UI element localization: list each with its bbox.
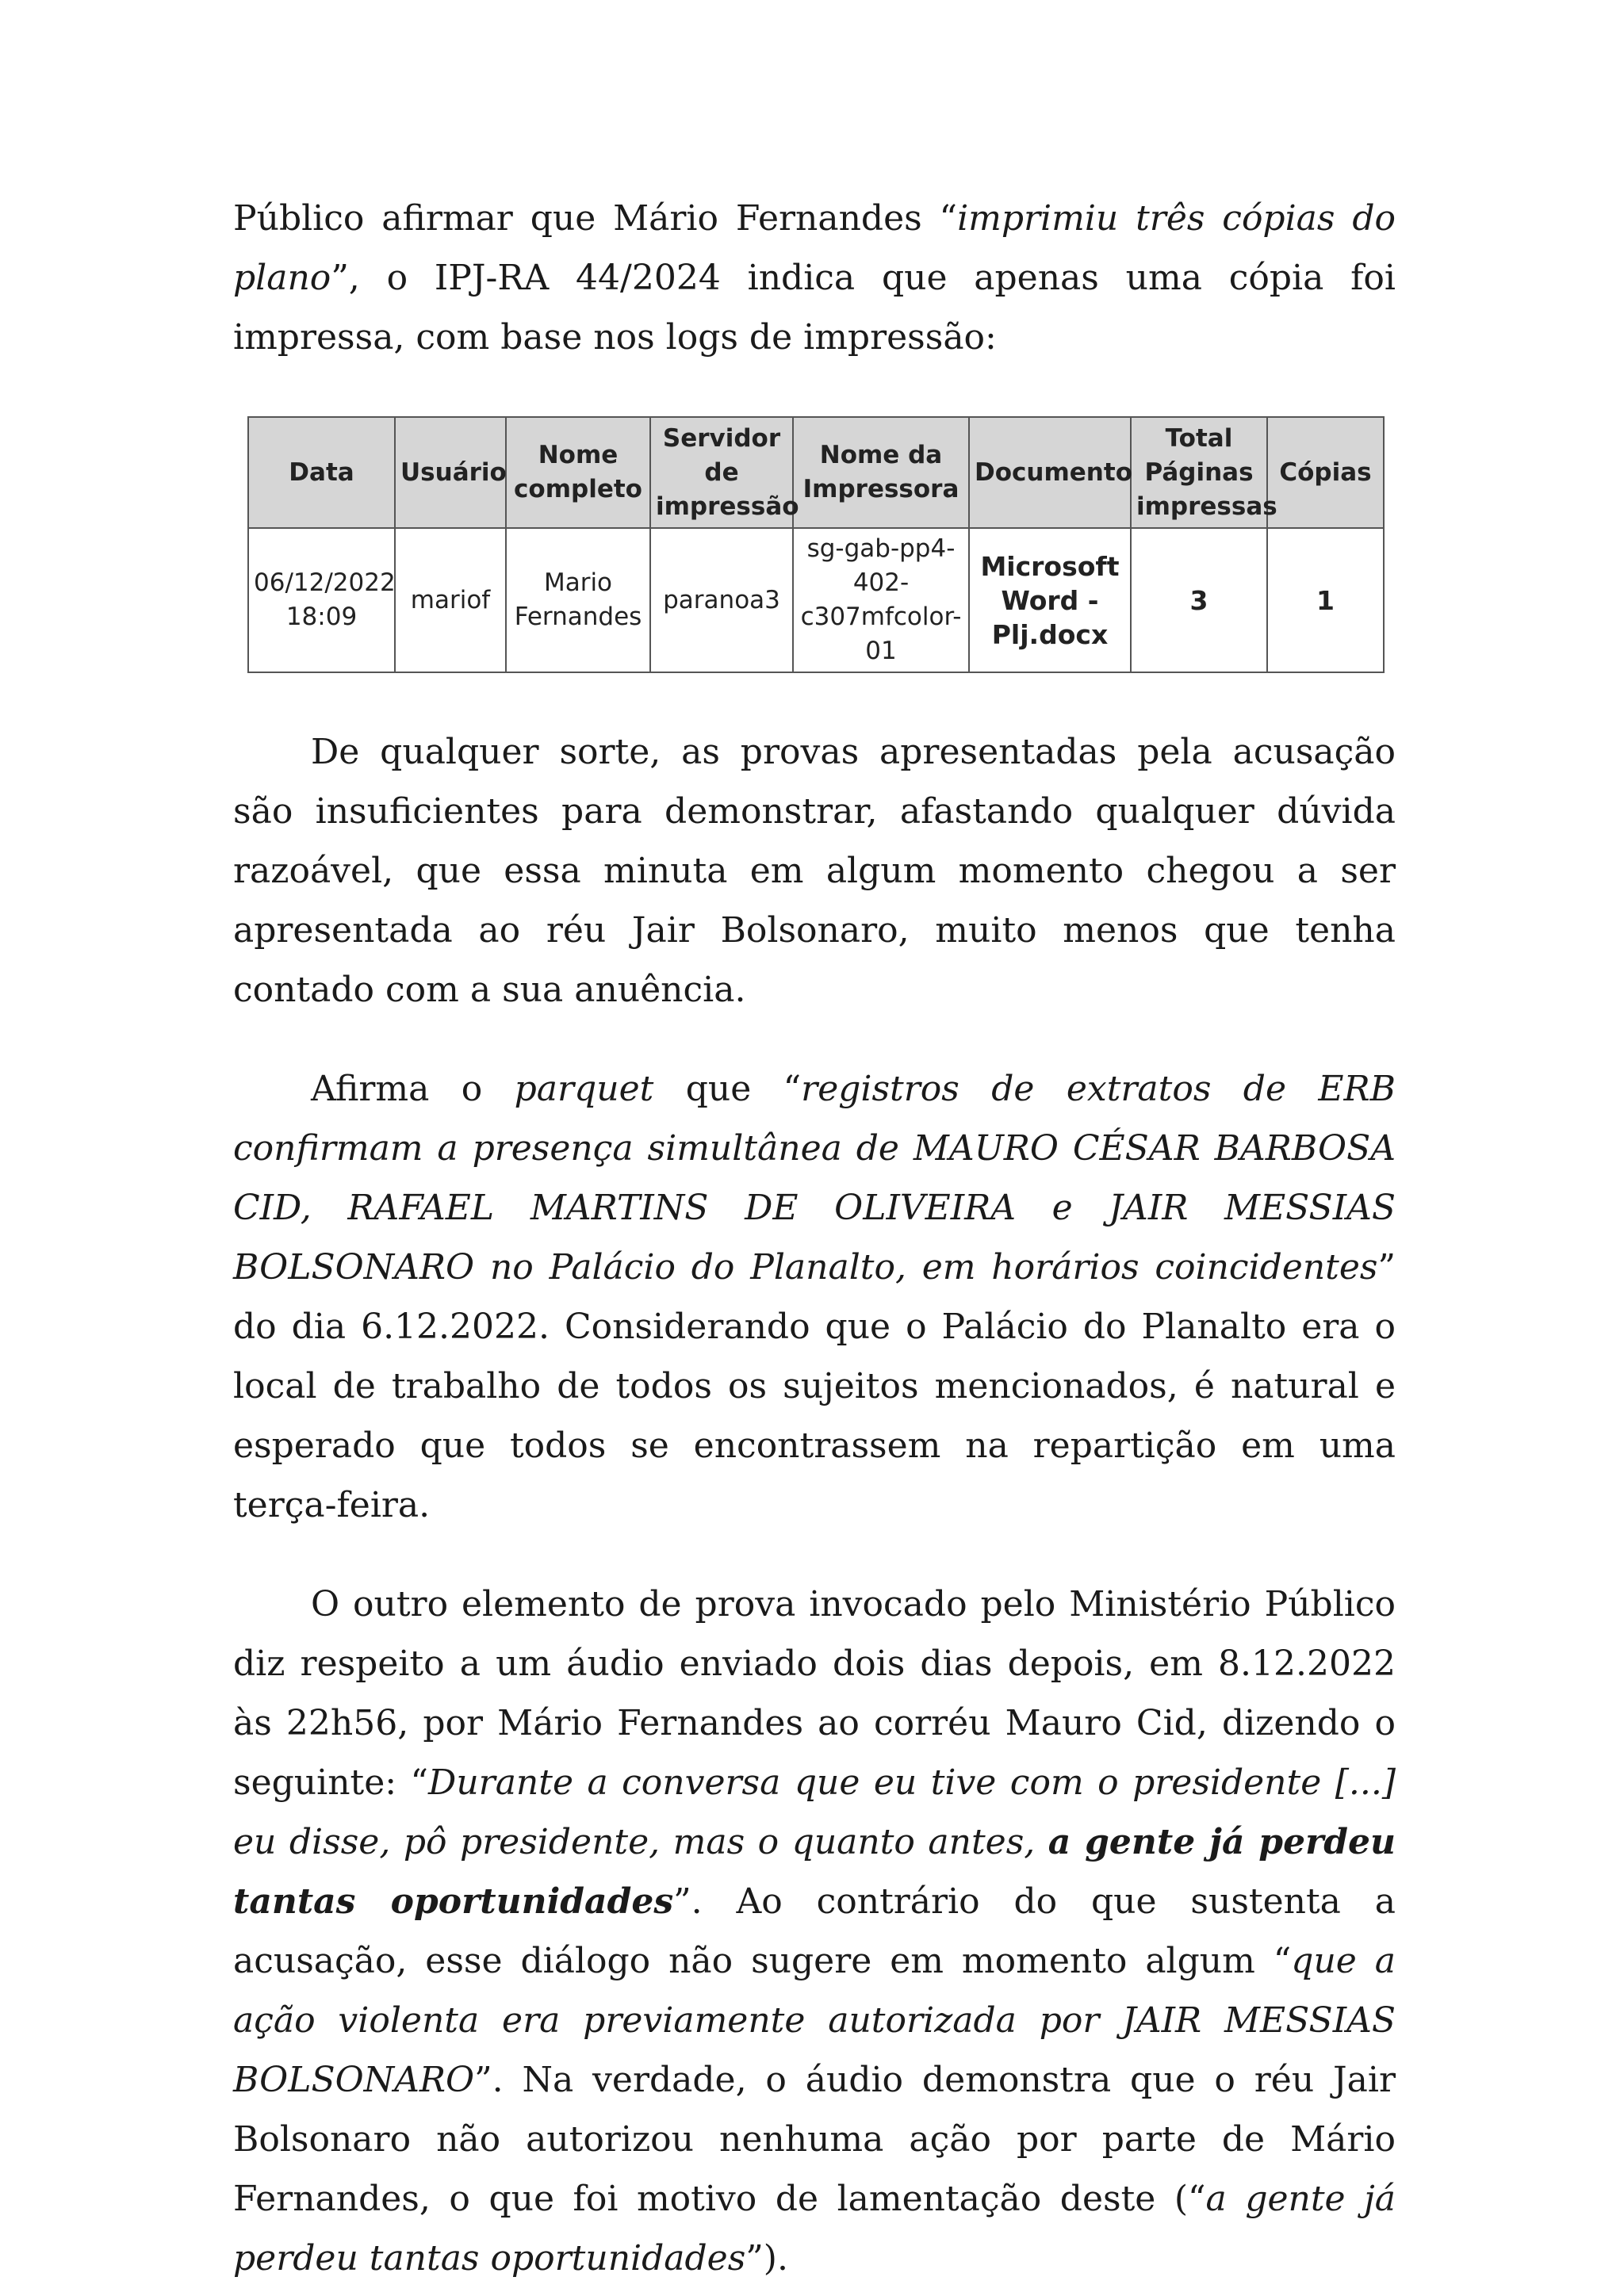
paragraph-insufficient-evidence: De qualquer sorte, as provas apresentadas pela acusação são insuficientes para demonstrar, afastando qualquer dúvida razoável, que essa minuta em algum momento chegou a ser apresentada ao réu Jair Bolsonaro, muito menos que tenha contado com a sua anuência. bbox=[233, 732, 1396, 1010]
paragraph-print-copies: Público afirmar que Mário Fernandes “imprimiu três cópias do plano”, o IPJ-RA 44/2024 indica que apenas uma cópia foi impressa, com base nos logs de impressão: bbox=[233, 198, 1396, 358]
header-data: Data bbox=[248, 417, 395, 528]
header-documento: Documento bbox=[969, 417, 1131, 528]
cell-usuario: mariof bbox=[395, 528, 506, 672]
term-italic: parquet bbox=[514, 1069, 654, 1109]
paragraph-erb-records: Afirma o parquet que “registros de extratos de ERB confirmam a presença simultânea de MAURO CÉSAR BARBOSA CID, RAFAEL MARTINS DE OLIVEIRA e JAIR MESSIAS BOLSONARO no Palácio do Planalto, em horários coincidentes” do dia 6.12.2022. Considerando que o Palácio do Planalto era o local de trabalho de todos os sujeitos mencionados, é natural e esperado que todos se encontrassem na repartição em uma terça-feira. bbox=[233, 1069, 1396, 1525]
table-header-row bbox=[248, 417, 1384, 528]
table-row bbox=[248, 528, 1384, 672]
quote-italic: que a ação violenta era previamente autorizada por JAIR MESSIAS BOLSONARO bbox=[233, 1941, 1396, 2100]
quote-bold-italic: a gente já perdeu tantas oportunidades bbox=[233, 1822, 1396, 1922]
header-usuario: Usuário bbox=[395, 417, 506, 528]
print-log-table bbox=[247, 416, 1383, 673]
header-nome-completo: Nome completo bbox=[506, 417, 650, 528]
cell-impressora: sg-gab-pp4-402-c307mfcolor-01 bbox=[793, 528, 969, 672]
header-copias: Cópias bbox=[1267, 417, 1384, 528]
quote-italic: imprimiu três cópias do plano bbox=[233, 198, 1396, 298]
paragraph-audio-evidence: O outro elemento de prova invocado pelo Ministério Público diz respeito a um áudio enviado dois dias depois, em 8.12.2022 às 22h56, por Mário Fernandes ao corréu Mauro Cid, dizendo o seguinte: “Durante a conversa que eu tive com o presidente [...] eu disse, pô presidente, mas o quanto antes, a gente já perdeu tantas oportunidades”. Ao contrário do que sustenta a acusação, esse diálogo não sugere em momento algum “que a ação violenta era previamente autorizada por JAIR MESSIAS BOLSONARO”. Na verdade, o áudio demonstra que o réu Jair Bolsonaro não autorizou nenhuma ação por parte de Mário Fernandes, o que foi motivo de lamentação deste (“a gente já perdeu tantas oportunidades”). bbox=[233, 1584, 1396, 2279]
quote-italic: a gente já perdeu tantas oportunidades bbox=[233, 2179, 1396, 2279]
header-total-paginas: Total Páginas impressas bbox=[1131, 417, 1267, 528]
cell-copias: 1 bbox=[1267, 528, 1384, 672]
header-servidor: Servidor de impressão bbox=[650, 417, 793, 528]
quote-italic: Durante a conversa que eu tive com o presidente [...] eu disse, pô presidente, mas o quanto antes, bbox=[233, 1762, 1396, 1862]
quote-italic: registros de extratos de ERB confirmam a presença simultânea de MAURO CÉSAR BARBOSA CID, RAFAEL MARTINS DE OLIVEIRA e JAIR MESSIAS BOLSONARO no Palácio do Planalto, em horários coincidentes bbox=[233, 1069, 1396, 1288]
cell-data: 06/12/2022 18:09 bbox=[248, 528, 395, 672]
cell-total-paginas: 3 bbox=[1131, 528, 1267, 672]
cell-nome-completo: Mario Fernandes bbox=[506, 528, 650, 672]
cell-servidor: paranoa3 bbox=[650, 528, 793, 672]
cell-documento: Microsoft Word - Plj.docx bbox=[969, 528, 1131, 672]
header-impressora: Nome da Impressora bbox=[793, 417, 969, 528]
